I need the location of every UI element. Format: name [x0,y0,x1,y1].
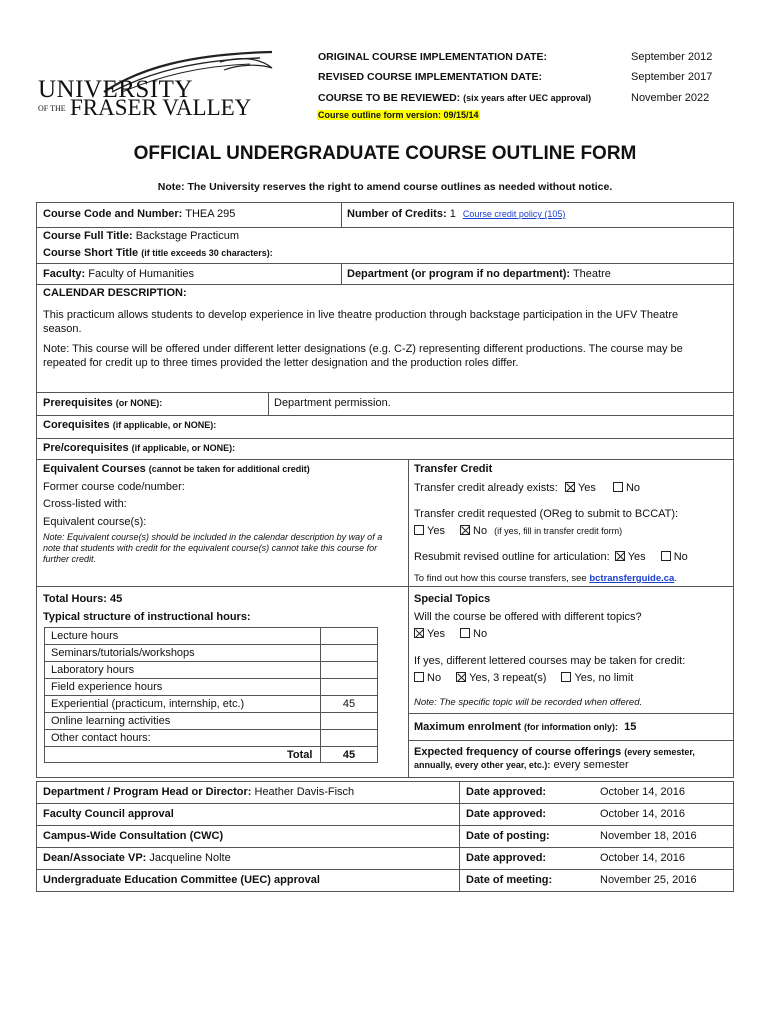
lettered-question: If yes, different lettered courses may be taken for credit: [414,655,686,667]
approval-row [43,808,174,820]
approval-date: October 14, 2016 [600,786,686,798]
approval-date-label: Date approved: [466,852,547,864]
credit-policy-link[interactable]: Course credit policy (105) [462,209,566,219]
approval-row [43,852,231,864]
approval-label: Dean/Associate VP: [43,852,147,864]
precoreq-note: (if applicable, or NONE): [131,443,236,453]
hours-row-label: Experiential (practicum, internship, etc.) [51,698,245,710]
special-options [414,628,487,640]
short-title [43,247,273,259]
resubmit-yes-checkbox[interactable] [615,551,625,561]
frequency-note: (every semester, annually, every other year, etc.): [414,747,695,770]
prereq-label: Prerequisites [43,397,113,409]
lettered-nolimit-checkbox[interactable] [561,672,571,682]
calendar-box [36,284,734,393]
prereq-value: Department permission. [274,397,391,409]
transfer-exists-label: Transfer credit already exists: [414,482,558,494]
approval-date-label: Date approved: [466,786,547,798]
transfer-exists [414,482,640,494]
transfer-requested-note: (if yes, fill in transfer credit form) [494,526,623,536]
approval-label: Undergraduate Education Committee (UEC) approval [43,874,320,886]
typical-structure-label: Typical structure of instructional hours: [43,611,251,623]
equiv-heading-label: Equivalent Courses [43,463,146,475]
prereq-note: (or NONE): [115,398,163,408]
review-date-value: November 2022 [631,92,710,104]
coreq-note: (if applicable, or NONE): [112,420,217,430]
review-label-text: COURSE TO BE REVIEWED: [318,92,461,104]
special-italic-note: Note: The specific topic will be recorded when offered. [414,697,643,708]
equiv-italic-note: Note: Equivalent course(s) should be included in the calendar description by way of a note that students with credit for the equivalent course(s) cannot take this course for further credit. [43,532,383,564]
lettered-yes3-checkbox[interactable] [456,672,466,682]
total-hours-value: 45 [110,593,123,605]
calendar-para1: This practicum allows students to develop experience in live theatre production through backstage participation in the UFV Theatre season. [43,309,679,335]
transfer-exists-no-label: No [625,482,641,494]
department [347,268,611,280]
faculty-label: Faculty: [43,268,86,280]
total-hours [43,593,122,605]
form-version: Course outline form version: 09/15/14 [318,110,479,120]
transfer-requested-yes-label: Yes [427,525,445,537]
course-code-label: Course Code and Number: [43,208,183,220]
hours-row-label: Lecture hours [51,630,119,642]
original-date-label: ORIGINAL COURSE IMPLEMENTATION DATE: [318,51,548,63]
precoreq-label: Pre/corequisites [43,442,129,454]
credits-label: Number of Credits: [347,208,447,220]
approval-label: Campus-Wide Consultation (CWC) [43,830,224,842]
resubmit-yes-label: Yes [627,551,646,563]
faculty [43,268,194,280]
special-heading: Special Topics [414,593,491,605]
review-label-note: (six years after UEC approval) [463,93,592,103]
precoreq [43,442,235,454]
approval-date: October 14, 2016 [600,808,686,820]
lettered-no-label: No [427,672,442,684]
coreq [43,419,216,431]
approval-row [43,830,223,842]
special-no-checkbox[interactable] [460,628,470,638]
total-hours-label: Total Hours: [43,593,107,605]
resubmit [414,551,688,563]
approval-row [43,786,354,798]
original-date-value: September 2012 [631,51,713,63]
former-course: Former course code/number: [43,481,185,493]
university-logo [36,48,276,128]
prereq [43,397,162,409]
revised-date-value: September 2017 [631,71,713,83]
hours-row-label: Seminars/tutorials/workshops [51,647,195,659]
credits [347,208,565,220]
transfer-requested-no-label: No [473,525,488,537]
amend-note: Note: The University reserves the right to amend course outlines as needed without notice. [157,181,613,193]
approval-label: Department / Program Head or Director: [43,786,252,798]
lettered-nolimit-label: Yes, no limit [574,672,634,684]
frequency-value: every semester [553,759,629,771]
approval-value: Heather Davis-Fisch [254,786,355,798]
transfer-requested-yes-checkbox[interactable] [414,525,424,535]
logo-line2-big: FRASER VALLEY [70,95,252,120]
page-title: OFFICIAL UNDERGRADUATE COURSE OUTLINE FORM [133,143,637,164]
full-title-label: Course Full Title: [43,230,133,242]
department-value: Theatre [572,268,611,280]
bctransfer-text: To find out how this course transfers, see [414,573,587,584]
transfer-requested-no-checkbox[interactable] [460,525,470,535]
equiv-heading-note: (cannot be taken for additional credit) [148,464,310,474]
transfer-heading: Transfer Credit [414,463,493,475]
hours-row-label: Online learning activities [51,715,171,727]
hours-row-value[interactable]: 45 [342,698,356,710]
approval-row [43,874,320,886]
approval-label: Faculty Council approval [43,808,174,820]
logo-line1: UNIVERSITY [38,76,193,103]
hours-total-label: Total [287,749,313,761]
max-enrolment-note: (for information only): [524,722,619,732]
approval-value: Jacqueline Nolte [149,852,231,864]
faculty-value: Faculty of Humanities [88,268,195,280]
calendar-para2: Note: This course will be offered under different letter designations (e.g. C-Z) representing different productions. The course may be repeated for credit up to three times provided the letter designation and the production roles differ. [43,343,683,369]
approval-date-label: Date of posting: [466,830,550,842]
bctransfer-end: . [674,573,677,584]
special-yes-checkbox[interactable] [414,628,424,638]
course-code [43,208,235,220]
lettered-options [414,672,633,684]
approval-date: October 14, 2016 [600,852,686,864]
approval-date-label: Date approved: [466,808,547,820]
cross-listed: Cross-listed with: [43,498,127,510]
bctransfer-link[interactable]: bctransferguide.ca [589,573,675,584]
calendar-heading: CALENDAR DESCRIPTION: [43,287,187,299]
lettered-no-checkbox[interactable] [414,672,424,682]
resubmit-no-label: No [673,551,688,563]
transfer-exists-no-checkbox[interactable] [613,482,623,492]
transfer-requested-label: Transfer credit requested (OReg to submit to BCCAT): [414,508,679,520]
special-no-label: No [473,628,488,640]
hours-row-label: Laboratory hours [51,664,135,676]
approval-date: November 25, 2016 [600,874,697,886]
logo-line2-small: OF THE [38,104,66,113]
resubmit-no-checkbox[interactable] [661,551,671,561]
special-yes-label: Yes [427,628,445,640]
transfer-requested-options [414,525,622,537]
special-question: Will the course be offered with different topics? [414,611,642,623]
hours-total-value: 45 [342,749,356,761]
transfer-exists-yes-checkbox[interactable] [565,482,575,492]
coreq-label: Corequisites [43,419,110,431]
transfer-exists-yes-label: Yes [577,482,596,494]
full-title-value: Backstage Practicum [135,230,240,242]
lettered-yes3-label: Yes, 3 repeat(s) [469,672,547,684]
approval-date: November 18, 2016 [600,830,697,842]
bctransfer-line [414,573,677,584]
course-code-value: THEA 295 [185,208,236,220]
department-label: Department (or program if no department): [347,268,571,280]
short-title-label: Course Short Title [43,247,139,259]
max-enrolment [414,721,636,733]
hours-row-label: Other contact hours: [51,732,151,744]
frequency-label: Expected frequency of course offerings [414,746,622,758]
equiv-heading [43,463,310,475]
short-title-note: (if title exceeds 30 characters): [141,248,273,258]
approval-date-label: Date of meeting: [466,874,553,886]
revised-date-label: REVISED COURSE IMPLEMENTATION DATE: [318,71,543,83]
max-enrolment-label: Maximum enrolment [414,721,521,733]
review-date-label [318,92,591,104]
equivalent-courses: Equivalent course(s): [43,516,147,528]
max-enrolment-value: 15 [624,721,637,733]
resubmit-label: Resubmit revised outline for articulation: [414,551,610,563]
full-title [43,230,239,242]
hours-row-label: Field experience hours [51,681,163,693]
frequency [414,746,730,772]
credits-value: 1 [449,208,456,220]
